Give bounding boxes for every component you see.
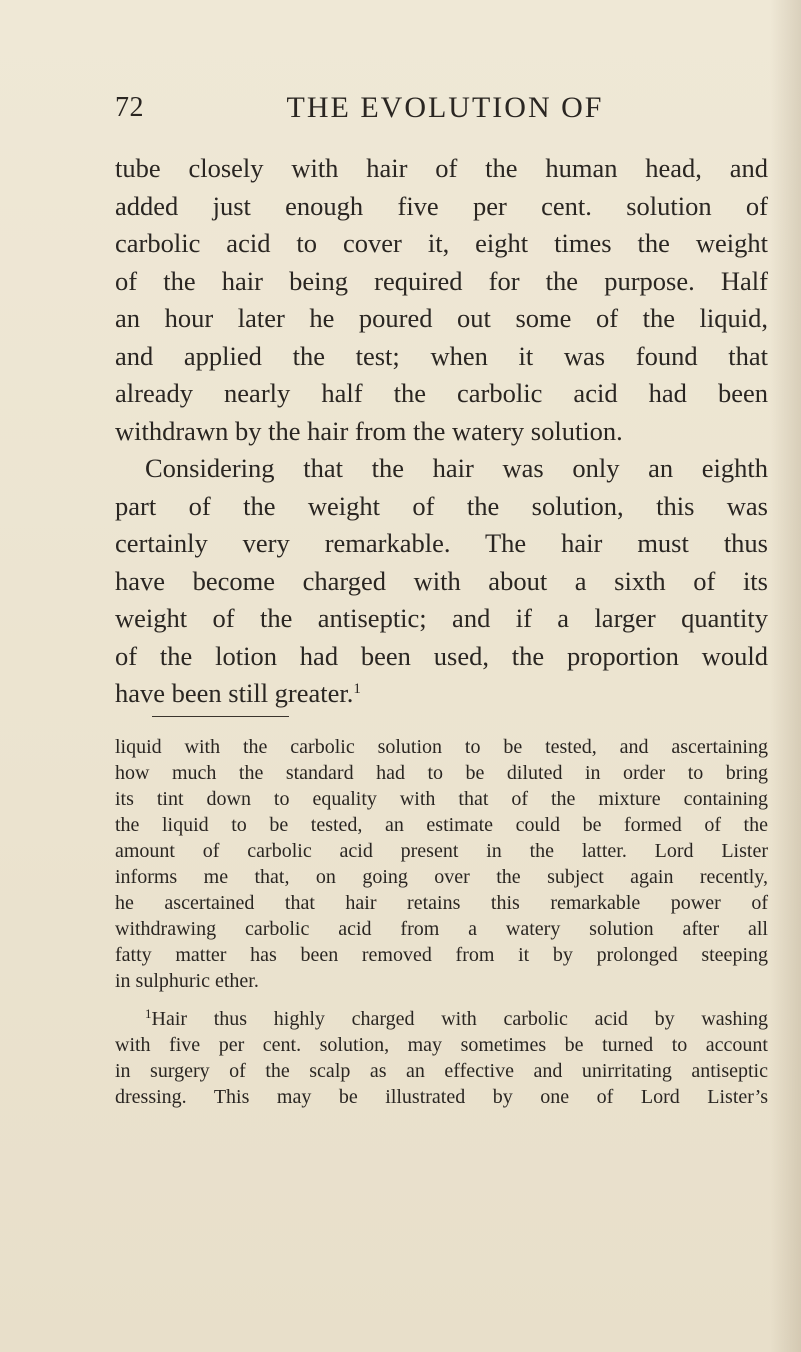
body-line: of the hair being required for the purpose. Half (115, 265, 768, 296)
footnote-continued-line: liquid with the carbolic solution to be tested, and ascertaining (115, 736, 768, 758)
body-line: withdrawn by the hair from the watery solution. (115, 415, 623, 446)
running-title: THE EVOLUTION OF (286, 91, 604, 124)
running-head (115, 88, 755, 128)
footnote-continued-line: amount of carbolic acid present in the latter. Lord Lister (115, 840, 768, 862)
footnote-1-text: Hair thus highly charged with carbolic acid by washing (151, 1008, 768, 1030)
footnote-marker: 1 (145, 1006, 152, 1021)
body-line: added just enough five per cent. solution of (115, 190, 768, 221)
body-line: have become charged with about a sixth of its (115, 565, 768, 596)
footnote-continued-line: the liquid to be tested, an estimate could be formed of the (115, 814, 768, 836)
body-line: of the lotion had been used, the proportion would (115, 640, 768, 671)
footnote-continued-line: fatty matter has been removed from it by prolonged steeping (115, 944, 768, 966)
footnote-1-line: with five per cent. solution, may sometimes be turned to account (115, 1034, 768, 1056)
body-line: weight of the antiseptic; and if a larger quantity (115, 603, 768, 633)
body-line: and applied the test; when it was found that (115, 340, 768, 371)
footnote-continued-line: how much the standard had to be diluted in order to bring (115, 762, 768, 784)
footnote-rule (152, 716, 289, 717)
body-line: tube closely with hair of the human head, and (115, 153, 768, 183)
footnote-continued-line: withdrawing carbolic acid from a watery solution after all (115, 918, 768, 940)
footnote-gap (115, 994, 768, 1006)
body-text (115, 150, 768, 713)
body-line: already nearly half the carbolic acid had been (115, 378, 768, 408)
body-line-final (115, 675, 768, 713)
body-line: Considering that the hair was only an eighth (145, 453, 768, 483)
body-line: an hour later he poured out some of the liquid, (115, 303, 768, 333)
footnote-continued-line: he ascertained that hair retains this remarkable power of (115, 892, 768, 914)
footnotes (115, 734, 768, 1110)
footnote-1-line: in surgery of the scalp as an effective and unirritating antiseptic (115, 1060, 768, 1082)
footnote-1-first-line (115, 1006, 768, 1032)
footnote-reference: 1 (353, 681, 361, 697)
footnote-1-line: dressing. This may be illustrated by one of Lord Lister’s (115, 1086, 768, 1108)
body-line: carbolic acid to cover it, eight times the weight (115, 228, 768, 258)
body-line: certainly very remarkable. The hair must thus (115, 528, 768, 558)
body-line: part of the weight of the solution, this was (115, 490, 768, 521)
page-number: 72 (115, 92, 144, 123)
footnote-continued-line: informs me that, on going over the subject again recently, (115, 866, 768, 888)
body-line-text: have been still greater. (115, 678, 354, 708)
footnote-continued-line: in sulphuric ether. (115, 970, 259, 992)
footnote-continued-line: its tint down to equality with that of the mixture containing (115, 788, 768, 810)
